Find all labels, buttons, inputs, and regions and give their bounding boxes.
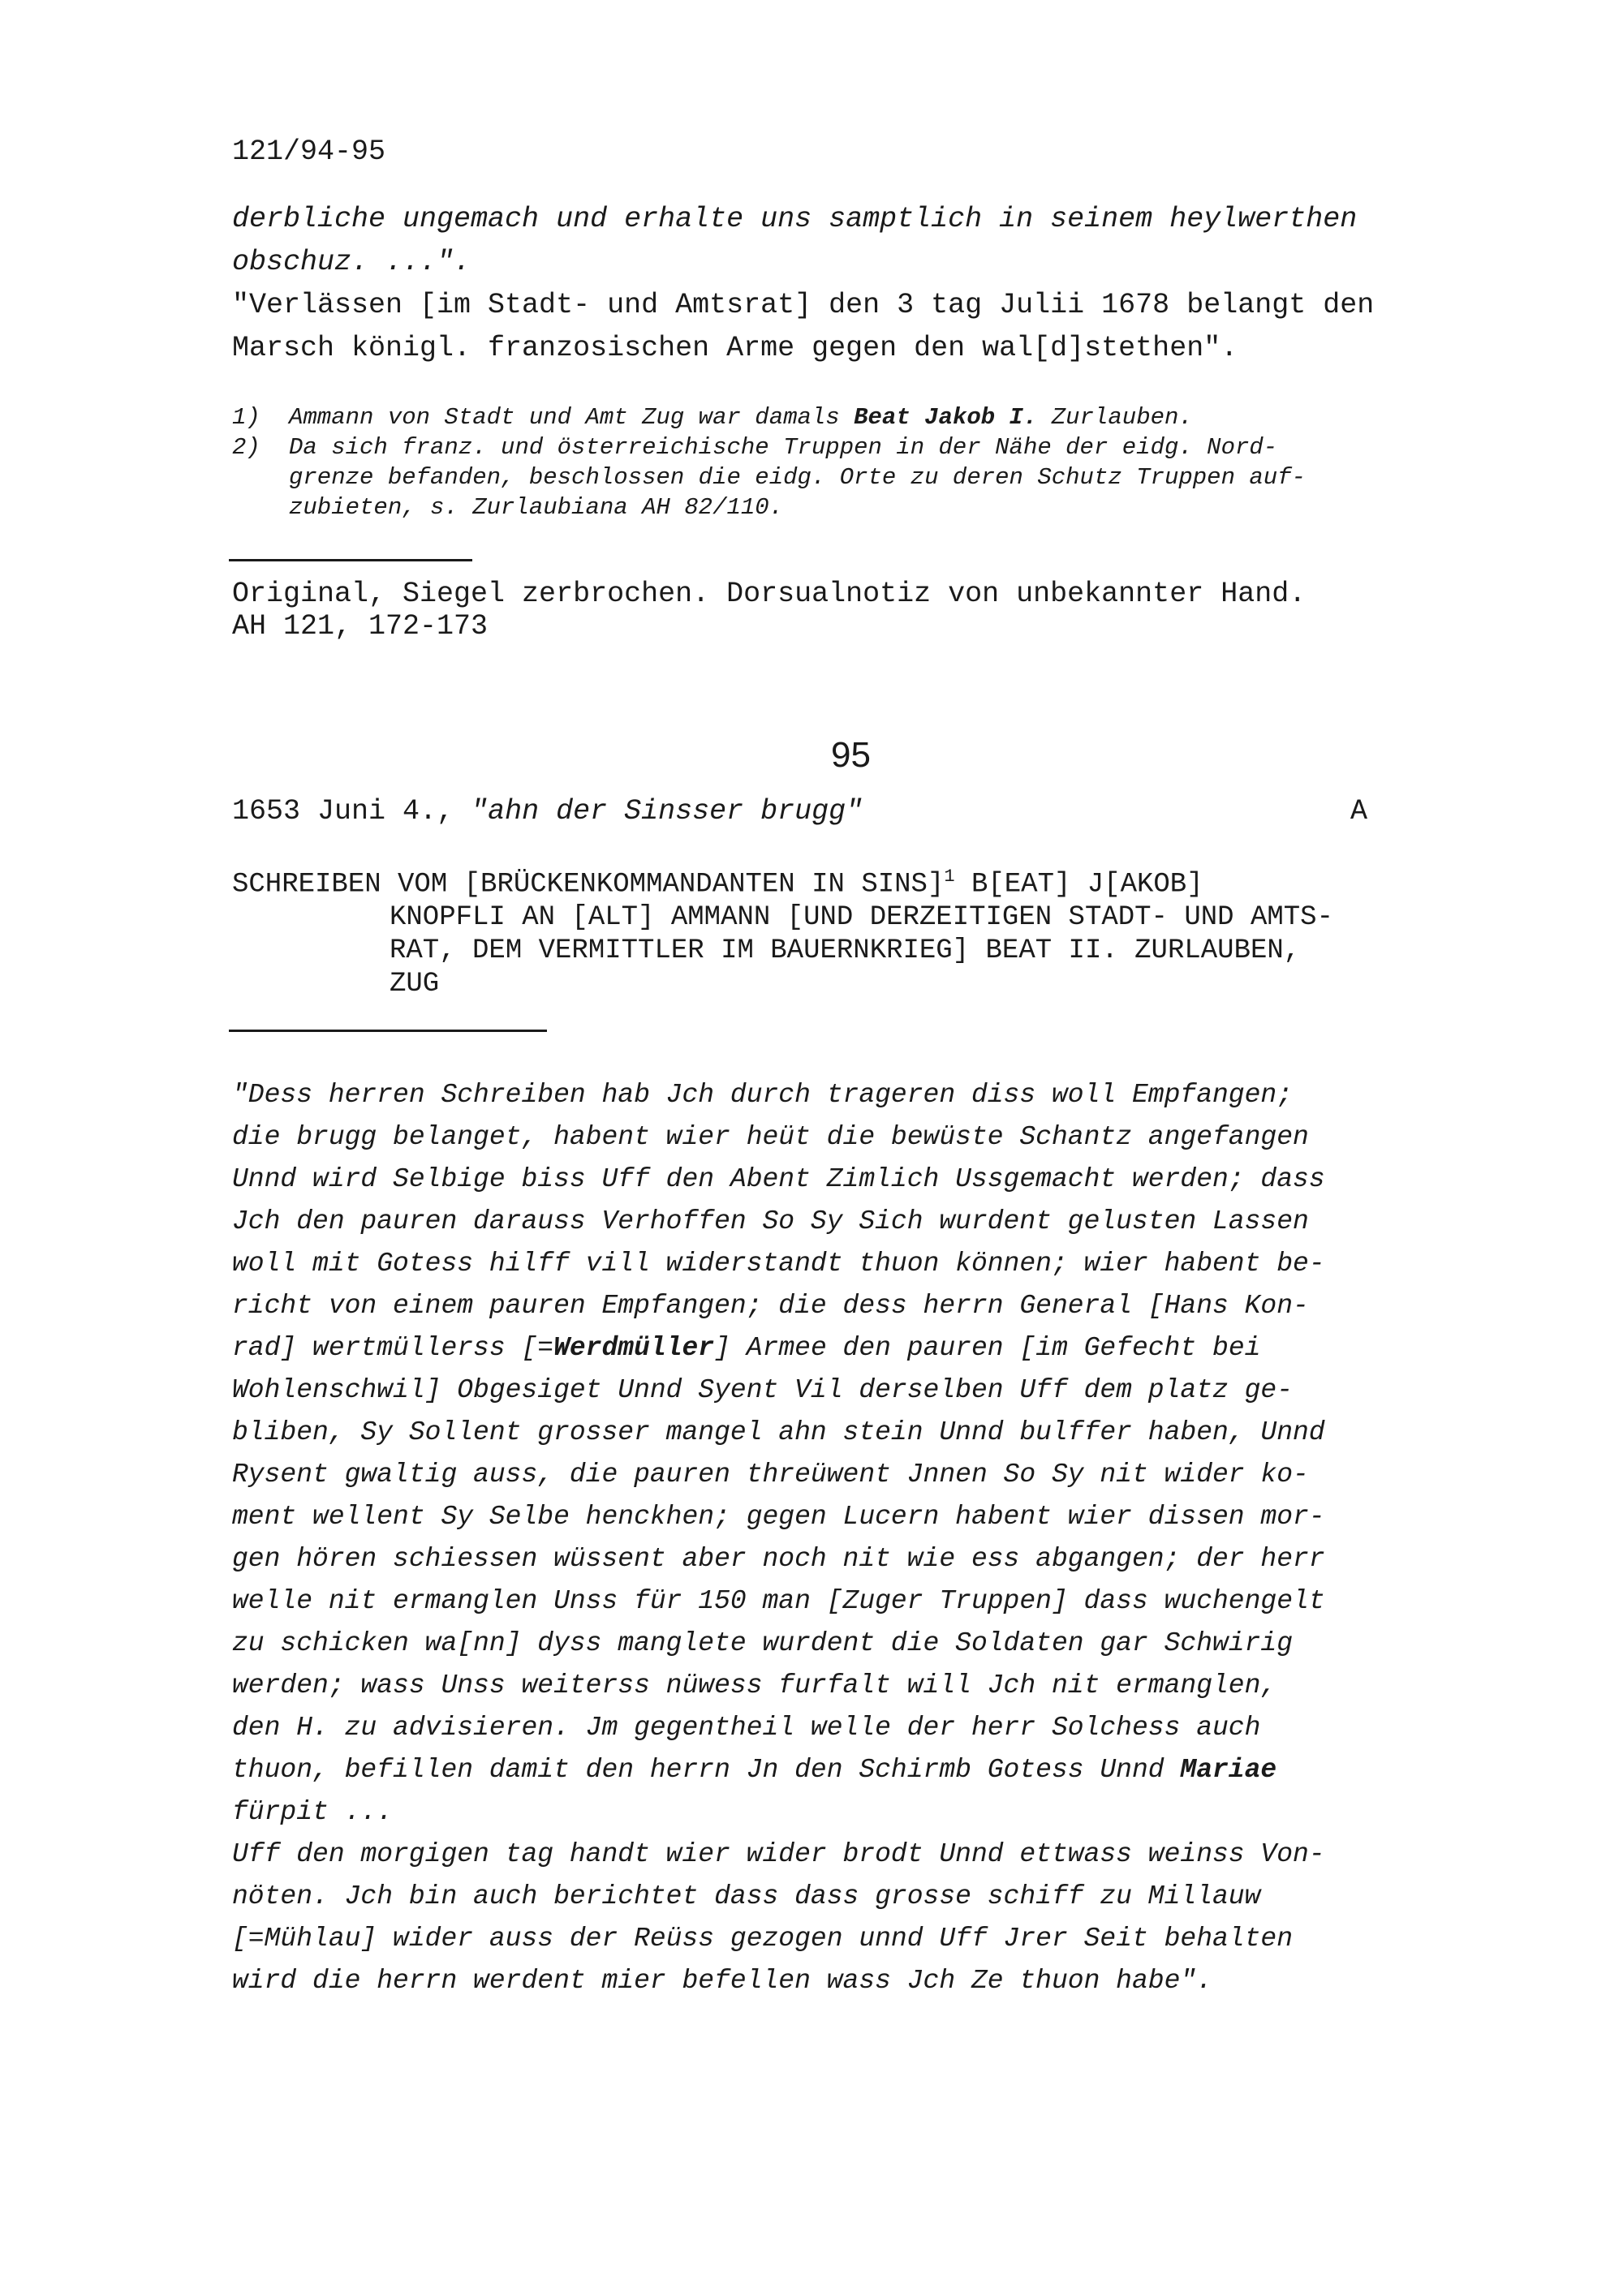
letter-line: [=Mühlau] wider auss der Reüss gezogen unnd Uff Jrer Seit behalten xyxy=(232,1924,1294,1954)
footnote-text: Zurlauben. xyxy=(1037,404,1193,431)
date-line xyxy=(232,795,863,828)
previous-document-tail xyxy=(232,198,1374,370)
heading-line: ZUG xyxy=(390,969,440,1000)
letter-line xyxy=(232,1749,1325,1791)
document-number: 95 xyxy=(831,735,871,775)
provenance-line: Original, Siegel zerbrochen. Dorsualnotiz von unbekannter Hand. xyxy=(232,578,1307,610)
letter-bold-name: Werdmüller xyxy=(553,1333,715,1363)
footnote-divider xyxy=(229,559,472,561)
letter-text: rad] wertmüllerss [= xyxy=(232,1333,554,1363)
letter-line: welle nit ermanglen Unss für 150 man [Zuger Truppen] dass wuchengelt xyxy=(232,1586,1325,1616)
letter-line: nöten. Jch bin auch berichtet dass dass grosse schiff zu Millauw xyxy=(232,1881,1261,1911)
letter-transcription xyxy=(232,1074,1325,2002)
letter-line: woll mit Gotess hilff vill widerstandt thuon können; wier habent be- xyxy=(232,1249,1325,1279)
heading-line: KNOPFLI AN [ALT] AMMANN [UND DERZEITIGEN STADT- UND AMTS- xyxy=(390,902,1333,934)
heading-line xyxy=(232,860,1333,901)
heading-divider xyxy=(229,1030,547,1032)
closing-line: obschuz. ...". xyxy=(232,246,471,278)
footnote-number: 2) xyxy=(232,434,260,461)
letter-line: zu schicken wa[nn] dyss manglete wurdent die Soldaten gar Schwirig xyxy=(232,1628,1294,1658)
letter-text: thuon, befillen damit den herrn Jn den Schirmb Gotess Unnd xyxy=(232,1755,1181,1785)
closing-line: derbliche ungemach und erhalte uns samptlich in seinem heylwerthen xyxy=(232,203,1358,235)
letter-line: fürpit ... xyxy=(232,1797,394,1827)
footnote-number: 1) xyxy=(232,404,260,431)
letter-line: "Dess herren Schreiben hab Jch durch trageren diss woll Empfangen; xyxy=(232,1080,1294,1110)
provenance-note xyxy=(232,578,1306,643)
footnote-text: grenze befanden, beschlossen die eidg. Orte zu deren Schutz Truppen auf- xyxy=(289,464,1307,491)
footnote-text: Ammann von Stadt und Amt Zug war damals xyxy=(289,404,855,431)
note-line: "Verlässen [im Stadt- und Amtsrat] den 3 tag Julii 1678 belangt den xyxy=(232,289,1375,321)
letter-line: ment wellent Sy Selbe henckhen; gegen Lucern habent wier dissen mor- xyxy=(232,1502,1325,1532)
letter-line: bliben, Sy Sollent grosser mangel ahn stein Unnd bulffer haben, Unnd xyxy=(232,1417,1325,1447)
letter-line: richt von einem pauren Empfangen; die dess herrn General [Hans Kon- xyxy=(232,1291,1309,1321)
heading-text: B[EAT] J[AKOB] xyxy=(954,869,1203,901)
footnote-text: zubieten, s. Zurlaubiana AH 82/110. xyxy=(289,494,784,521)
page-reference: 121/94-95 xyxy=(232,135,386,168)
document-heading xyxy=(232,860,1333,1001)
document-type-letter: A xyxy=(1350,795,1368,828)
letter-line: Uff den morgigen tag handt wier wider brodt Unnd ettwass weinss Von- xyxy=(232,1839,1325,1869)
document-date: 1653 Juni 4., xyxy=(232,795,471,828)
note-line: Marsch königl. franzosischen Arme gegen den wal[d]stethen". xyxy=(232,332,1238,364)
letter-line: Rysent gwaltig auss, die pauren threüwent Jnnen So Sy nit wider ko- xyxy=(232,1460,1309,1490)
letter-bold-name: Mariae xyxy=(1180,1755,1277,1785)
provenance-line: AH 121, 172-173 xyxy=(232,610,489,643)
letter-line: Unnd wird Selbige biss Uff den Abent Zimlich Ussgemacht werden; dass xyxy=(232,1164,1325,1194)
heading-text: SCHREIBEN VOM [BRÜCKENKOMMANDANTEN IN SINS] xyxy=(232,869,945,901)
letter-line: werden; wass Unss weiterss nüwess furfalt will Jch nit ermanglen, xyxy=(232,1670,1277,1701)
heading-line: RAT, DEM VERMITTLER IM BAUERNKRIEG] BEAT II. ZURLAUBEN, xyxy=(390,935,1301,967)
letter-line: die brugg belanget, habent wier heüt die bewüste Schantz angefangen xyxy=(232,1122,1309,1152)
footnotes xyxy=(232,402,1306,522)
letter-line xyxy=(232,1327,1325,1369)
letter-line: Jch den pauren darauss Verhoffen So Sy Sich wurdent gelusten Lassen xyxy=(232,1206,1309,1236)
document-place: "ahn der Sinsser brugg" xyxy=(471,795,863,828)
letter-line: gen hören schiessen wüssent aber noch nit wie ess abgangen; der herr xyxy=(232,1544,1325,1574)
letter-line: Wohlenschwil] Obgesiget Unnd Syent Vil derselben Uff dem platz ge- xyxy=(232,1375,1294,1405)
footnote-2 xyxy=(232,432,1306,462)
letter-line: den H. zu advisieren. Jm gegentheil welle der herr Solchess auch xyxy=(232,1713,1261,1743)
footnote-bold-name: Beat Jakob I. xyxy=(854,404,1038,431)
letter-line: wird die herrn werdent mier befellen wass Jch Ze thuon habe". xyxy=(232,1966,1212,1996)
letter-text: ] Armee den pauren [im Gefecht bei xyxy=(714,1333,1261,1363)
heading-footnote-marker: 1 xyxy=(944,866,955,887)
footnote-text: Da sich franz. und österreichische Truppen in der Nähe der eidg. Nord- xyxy=(289,434,1278,461)
footnote-1 xyxy=(232,402,1306,432)
